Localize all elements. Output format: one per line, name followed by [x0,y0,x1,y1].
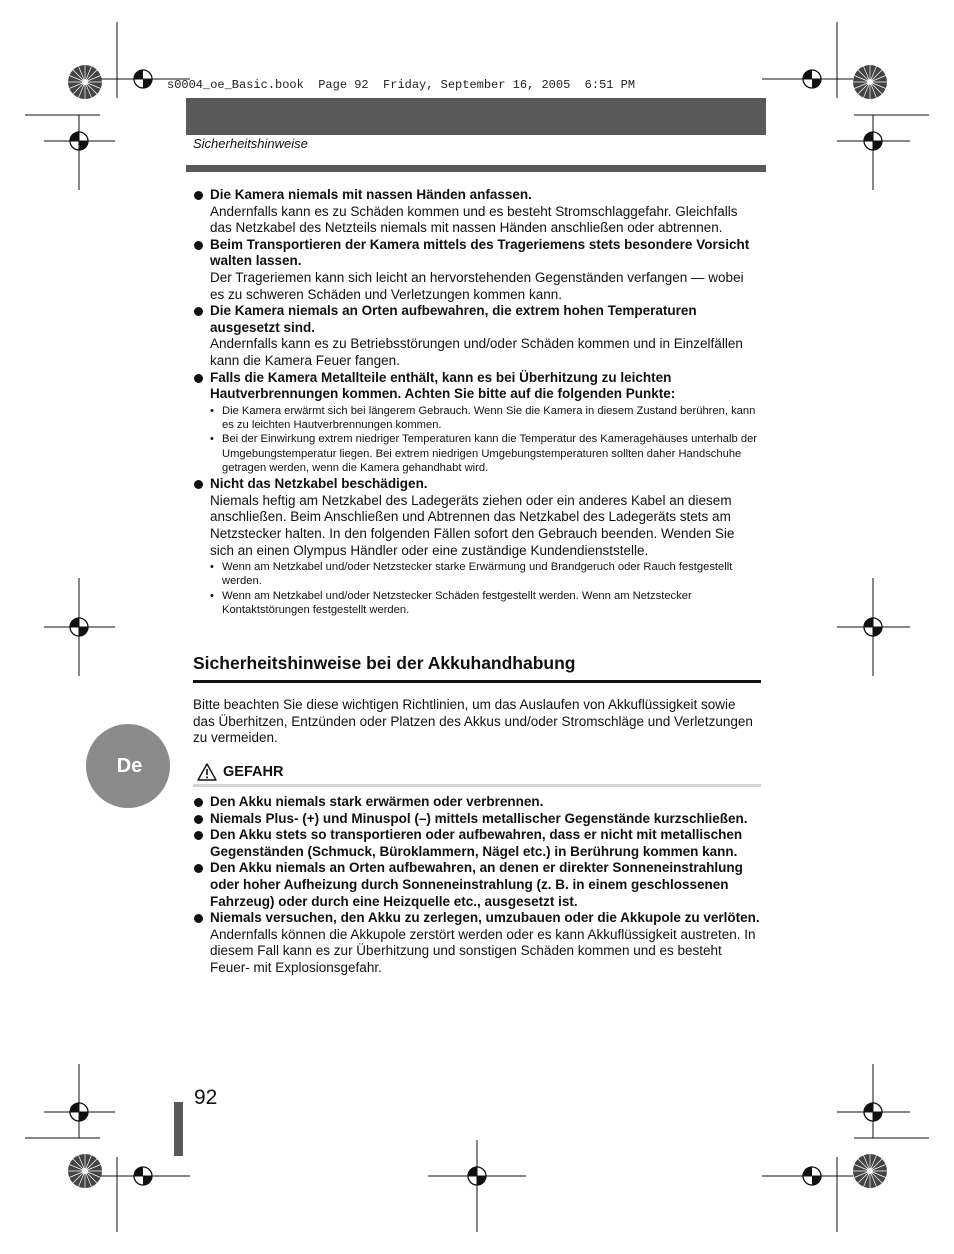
item-title: Den Akku stets so transportieren oder aufbewahren, dass er nicht mit metallischen Gegenständen (Schmuck, Büroklammern, Nägel etc.) in Berührung kommen kann. [210,827,743,859]
sub-item-text: Die Kamera erwärmt sich bei längerem Gebrauch. Wenn Sie die Kamera in diesem Zustand berühren, kann es zu leichten Hautverbrennungen kommen. [222,404,756,432]
bullet-dot [194,864,203,873]
sub-item [210,560,761,589]
list-item [193,303,761,369]
bullet-dot [194,798,203,807]
header-bar [186,98,766,135]
sub-list [210,404,761,475]
warning-triangle-icon [197,763,217,781]
bullet-dot [194,914,203,923]
language-badge: De [86,724,170,808]
warnings-list-danger [193,794,761,977]
bullet-dot [194,831,203,840]
list-item [193,370,761,476]
list-item [193,860,761,910]
heading-rule [193,680,761,683]
item-title: Den Akku niemals an Orten aufbewahren, an denen er direkter Sonneneinstrahlung oder hoher Aufheizung durch Sonneneinstrahlung (z. B. in einem geschlossenen Fahrzeug) oder durch eine Heizquelle etc., ausgesetzt ist. [210,860,743,909]
warnings-list-top [193,187,761,618]
sub-item [210,589,761,618]
item-title: Nicht das Netzkabel beschädigen. [210,476,428,492]
page-number: 92 [194,1086,218,1109]
item-title: Beim Transportieren der Kamera mittels des Trageriemens stets besondere Vorsicht walten lassen. [210,236,750,269]
bullet-dot [194,480,203,489]
item-body: Andernfalls kann es zu Schäden kommen und es besteht Stromschlaggefahr. Gleichfalls das Netzkabel des Netzteils niemals mit nassen Händen anschließen oder abtrennen. [210,203,738,236]
item-body: Der Trageriemen kann sich leicht an hervorstehenden Gegenständen verfangen — wobei es zu schweren Schäden und Verletzungen kommen kann. [210,269,744,302]
list-item [193,237,761,303]
item-body: Andernfalls kann es zu Betriebsstörungen und/oder Schäden kommen und in Einzelfällen kann die Kamera Feuer fangen. [210,336,743,368]
sub-bullet: • [210,561,214,574]
list-item [193,476,761,617]
header-rule [186,165,766,172]
sub-bullet: • [210,404,214,417]
bullet-dot [194,815,203,824]
bullet-dot [194,307,203,316]
bullet-dot [194,191,203,200]
sub-list [210,560,761,617]
page-edge-bar [174,1102,183,1156]
sub-item-text: Bei der Einwirkung extrem niedriger Temperaturen kann die Temperatur des Kameragehäuses unterhalb der Umgebungstemperatur liegen. Bei extrem niedrigen Umgebungstemperaturen sollten daher Handschuhe getragen werden, wenn die Kamera gehandhabt wird. [222,433,758,474]
battery-intro: Bitte beachten Sie diese wichtigen Richtlinien, um das Auslaufen von Akkuflüssigkeit sowie das Überhitzen, Entzünden oder Platzen des Akkus und/oder Stromschläge und Verletzungen zu vermeiden. [193,697,753,746]
danger-label: GEFAHR [223,764,284,780]
item-title: Die Kamera niemals an Orten aufbewahren, die extrem hohen Temperaturen ausgesetzt sind. [210,303,697,335]
sub-item-text: Wenn am Netzkabel und/oder Netzstecker Schäden festgestellt werden. Wenn am Netzstecker Kontaktstörungen festgestellt werden. [222,589,692,617]
sub-item [210,432,761,475]
bullet-dot [194,241,203,250]
danger-rule [193,784,761,787]
list-item [193,794,761,811]
section-title: Sicherheitshinweise [193,136,308,151]
item-title: Niemals versuchen, den Akku zu zerlegen, umzubauen oder die Akkupole zu verlöten. [210,910,760,926]
item-body: Andernfalls können die Akkupole zerstört werden oder es kann Akkuflüssigkeit austreten. In diesem Fall kann es zur Überhitzung und sonstigen Schäden kommen und es besteht Feuer- mit Explosionsgefahr. [210,926,756,975]
list-item [193,187,761,237]
list-item [193,811,761,828]
battery-heading: Sicherheitshinweise bei der Akkuhandhabung [193,653,576,673]
item-title: Falls die Kamera Metallteile enthält, kann es bei Überhitzung zu leichten Hautverbrennungen kommen. Achten Sie bitte auf die folgenden Punkte: [210,369,676,402]
item-title: Den Akku niemals stark erwärmen oder verbrennen. [210,794,544,809]
item-title: Die Kamera niemals mit nassen Händen anfassen. [210,187,532,202]
sub-item [210,404,761,433]
list-item [193,910,761,976]
item-body: Niemals heftig am Netzkabel des Ladegeräts ziehen oder ein anderes Kabel an diesem anschließen. Beim Anschließen und Abtrennen das Netzkabel des Ladegeräts stets am Netzstecker halten. In den folgenden Fällen sofort den Gebrauch beenden. Wenden Sie sich an einen Olympus Händler oder eine zuständige Kundendienststelle. [210,492,735,558]
bullet-dot [194,374,203,383]
sub-bullet: • [210,589,214,602]
danger-header [197,763,283,781]
sub-bullet: • [210,433,214,446]
print-header: s0004_oe_Basic.book Page 92 Friday, September 16, 2005 6:51 PM [167,78,636,92]
list-item [193,827,761,860]
sub-item-text: Wenn am Netzkabel und/oder Netzstecker starke Erwärmung und Brandgeruch oder Rauch festgestellt werden. [222,561,733,588]
item-title: Niemals Plus- (+) und Minuspol (–) mittels metallischer Gegenstände kurzschließen. [210,810,748,826]
